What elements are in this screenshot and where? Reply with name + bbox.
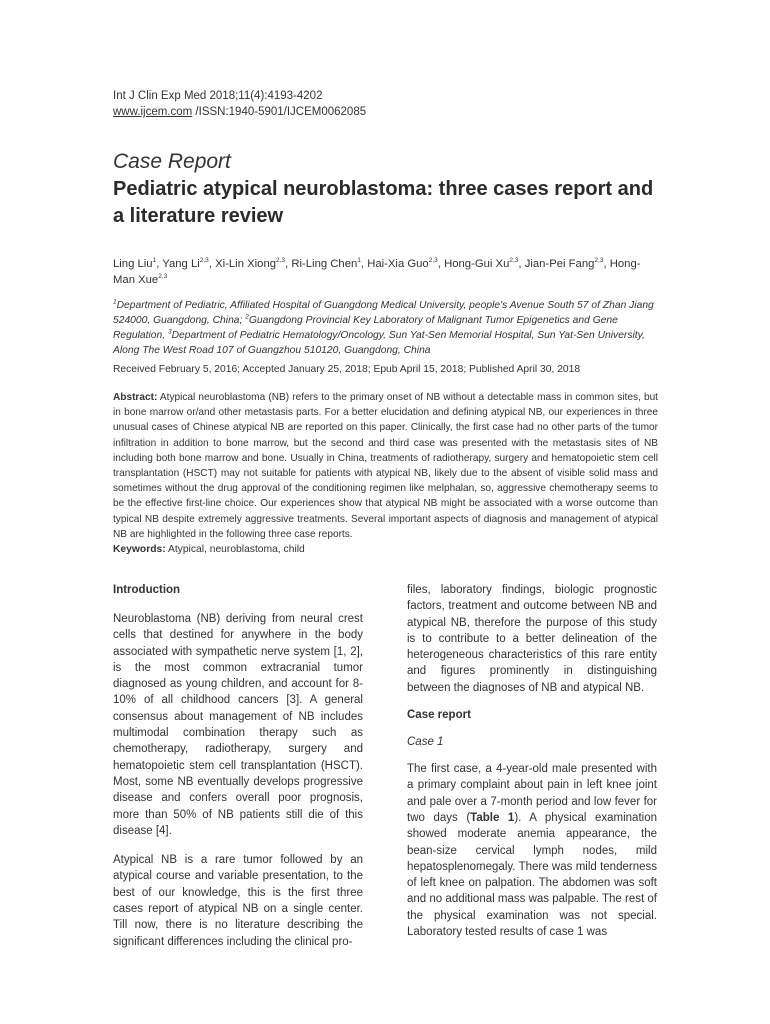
paragraph-case-1 [407, 761, 657, 940]
author-name: Jian-Pei Fang [524, 258, 595, 270]
keywords-label: Keywords: [113, 544, 166, 555]
author-affiliation-sup: 2,3 [158, 273, 168, 281]
author-separator: , [437, 258, 445, 270]
author-separator: , [603, 258, 610, 270]
section-heading-introduction: Introduction [113, 584, 181, 596]
affil-sup-3: 3 [167, 328, 172, 336]
journal-issn: /ISSN:1940-5901/IJCEM0062085 [192, 106, 367, 118]
body-column-left [113, 582, 363, 950]
author-affiliation-sup: 2,3 [428, 257, 438, 265]
author-name: Xi-Lin Xiong [215, 258, 277, 270]
article-type: Case Report [113, 150, 231, 173]
author-affiliation-sup: 1 [357, 257, 361, 265]
author-separator: , [285, 258, 292, 270]
author-separator: , [208, 258, 216, 270]
journal-citation: Int J Clin Exp Med 2018;11(4):4193-4202 [113, 90, 323, 102]
author-affiliation-sup: 2,3 [509, 257, 519, 265]
affil-text-3: Department of Pediatric Hematology/Oncology, Sun Yat-Sen Memorial Hospital, Sun Yat-Sen University, Along The West Road 107 of Guangzhou 510120, Guangdong, China [113, 330, 645, 356]
author-separator: , [518, 258, 525, 270]
affil-text-1: Department of Pediatric, Affiliated Hospital of Guangdong Medical University, people's Avenue South 57 of Zhan Jiang 524000, Guangdong, China; [113, 300, 654, 326]
paragraph-intro-2: Atypical NB is a rare tumor followed by an atypical course and variable presentation, to the best of our knowledge, this is the first three cases report of atypical NB on a single center. Till now, there is no literature describing the significant differences including the clinical pro- [113, 854, 363, 948]
author-name: Ri-Ling Chen [291, 258, 358, 270]
author-affiliation-sup: 2,3 [594, 257, 604, 265]
author-affiliation-sup: 1 [152, 257, 157, 265]
affil-text-2: Guangdong Provincial Key Laboratory of Malignant Tumor Epigenetics and Gene Regulation, [113, 315, 618, 341]
author-name: Hong-Gui Xu [444, 258, 510, 270]
case1-text-b: ). A physical examination showed moderate anemia appearance, the bean-size cervical lymph nodes, mild hepatosplenomegaly. There was mild tenderness of left knee on palpation. The abdomen was soft and no additional mass was palpable. The rest of the physical examination was not special. Laboratory tested results of case 1 was [407, 811, 657, 939]
author-name: Ling Liu [113, 258, 153, 270]
author-name: Hai-Xia Guo [367, 258, 429, 270]
keywords-text: Atypical, neuroblastoma, child [165, 544, 305, 555]
affiliations [113, 298, 658, 358]
table-1-reference[interactable]: Table 1 [470, 811, 515, 824]
abstract-text: Atypical neuroblastoma (NB) refers to the primary onset of NB without a detectable mass in common sites, but in bone marrow or/and other metastasis parts. For a better elucidation and defining atypical NB, our experiences in three unusual cases of Chinese atypical NB are reported on this paper. Clinically, the first case had no other parts of the tumor infiltration in addition to bone marrow, but the second and third case was presented with the metastasis sites of NB including both bone marrow and bone. Usually in China, treatments of radiotherapy, surgery and hematopoietic stem cell transplantation (HSCT) may not suitable for patients with atypical NB, likely due to the absent of visible solid mass and sometimes without the drug approval of the conditioning regimen like melphalan, so, aggressive chemotherapy seems to be the effective first-line choice. Our experiences show that atypical NB might be associated with a worse outcome than typical NB despite extremely aggressive treatments. Several important aspects of diagnosis and management of atypical NB are highlighted in the following three case reports. [113, 392, 658, 540]
author-name: Yang Li [162, 258, 200, 270]
author-affiliation-sup: 2,3 [276, 257, 286, 265]
author-list [113, 256, 658, 288]
affil-sup-2: 2 [245, 313, 249, 321]
journal-header [113, 88, 366, 120]
paragraph-intro-1: Neuroblastoma (NB) deriving from neural crest cells that destined for anywhere in the body associated with sympathetic nerve system [1, 2], is the most common extracranial tumor diagnosed as young children, and account for 8-10% of all childhood cancers [3]. A general consensus about management of NB includes multimodal combination therapy such as chemotherapy, radiotherapy, surgery and hematopoietic stem cell transplantation (HSCT). Most, some NB eventually develops progressive disease and confers overall poor prognosis, more than 50% of NB patients still die of this disease [4]. [113, 613, 363, 837]
section-heading-case-report: Case report [407, 709, 471, 722]
author-separator: , [156, 258, 163, 270]
paragraph-intro-continued: files, laboratory findings, biologic prognostic factors, treatment and outcome between NB and atypical NB, therefore the purpose of this study is to contribute to a better delineation of the heterogeneous characteristics of this rare entity and figures prominently in distinguishing between the diagnoses of NB and atypical NB. [407, 584, 657, 694]
journal-link-line [113, 104, 366, 120]
abstract [113, 390, 658, 542]
author-separator: , [360, 258, 368, 270]
case1-text-a: The first case, a 4-year-old male presented with a primary complaint about pain in left knee joint and pale over a 7-month period and low fever for two days ( [407, 763, 657, 824]
body-column-right [407, 582, 657, 940]
author-name: Hong-Man Xue [113, 258, 641, 286]
keywords [113, 543, 658, 557]
author-affiliation-sup: 2,3 [199, 257, 209, 265]
journal-website-link[interactable]: www.ijcem.com [113, 106, 193, 118]
abstract-label: Abstract: [113, 392, 158, 403]
publication-dates: Received February 5, 2016; Accepted January 25, 2018; Epub April 15, 2018; Published April 30, 2018 [113, 364, 581, 375]
article-title: Pediatric atypical neuroblastoma: three cases report and a literature review [113, 178, 654, 227]
affil-sup-1: 1 [113, 298, 117, 306]
subsection-heading-case-1: Case 1 [407, 736, 444, 749]
